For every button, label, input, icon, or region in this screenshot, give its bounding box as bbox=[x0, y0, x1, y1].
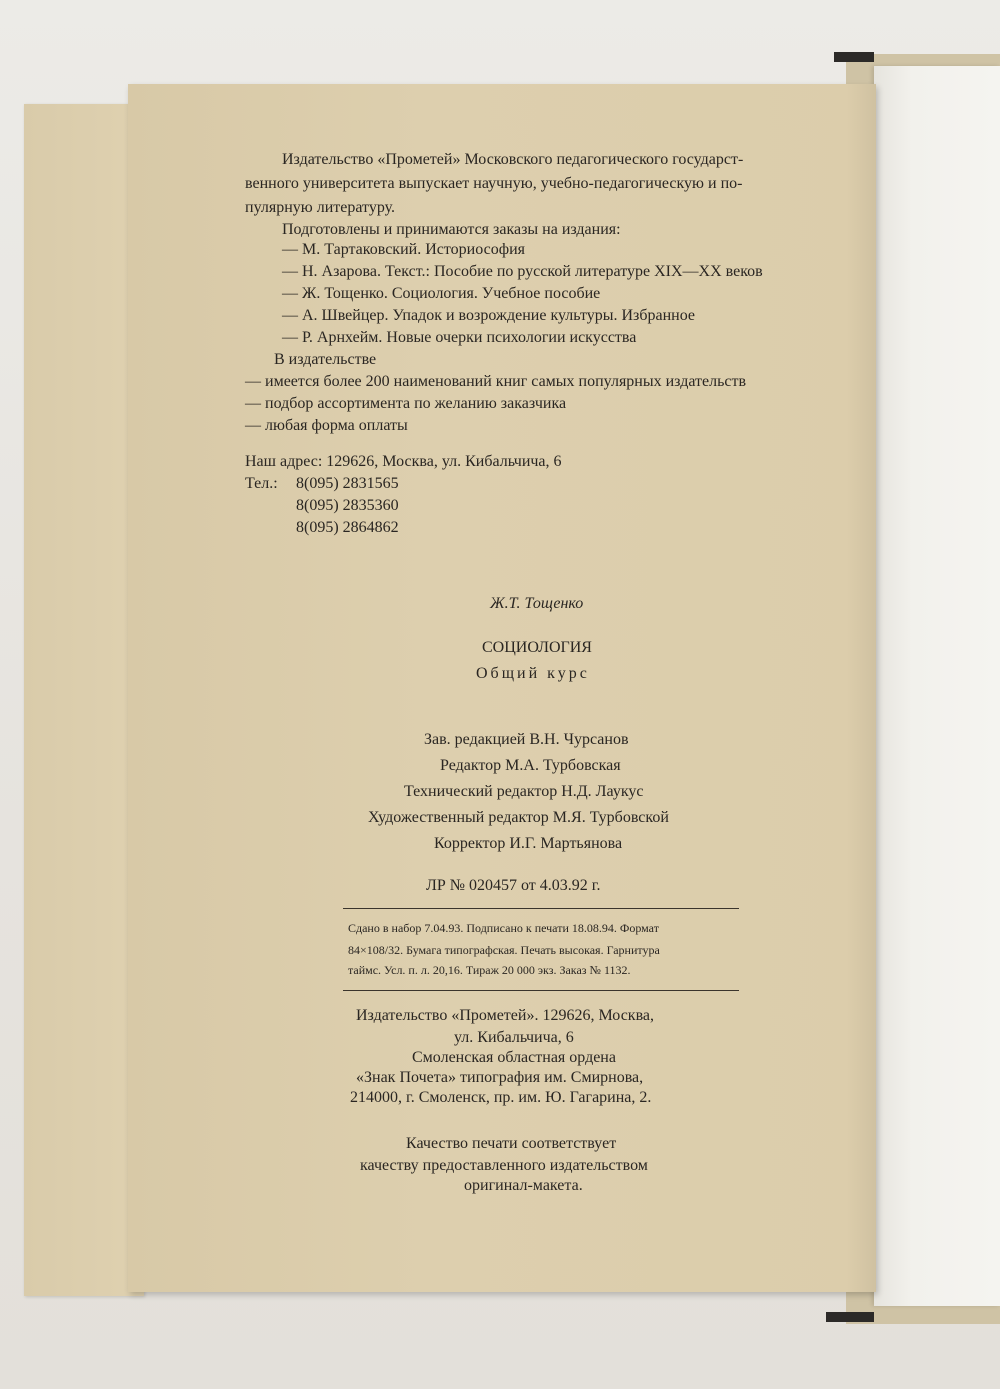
book-author: Ж.Т. Тощенко bbox=[490, 595, 584, 612]
phone-label: Тел.: bbox=[245, 475, 278, 492]
service-item: — любая форма оплаты bbox=[245, 417, 408, 434]
print-detail-line: таймс. Усл. п. л. 20,16. Тираж 20 000 экз. Заказ № 1132. bbox=[348, 963, 631, 977]
quality-note-line: оригинал-макета. bbox=[464, 1177, 583, 1194]
intro-line: пулярную литературу. bbox=[245, 199, 396, 216]
intro-line: венного университета выпускает научную, учебно-педагогическую и по- bbox=[245, 175, 743, 192]
intro-line: Издательство «Прометей» Московского педагогического государст- bbox=[282, 151, 744, 168]
order-item: — М. Тартаковский. Историософия bbox=[282, 241, 525, 258]
order-item: — А. Швейцер. Упадок и возрождение культуры. Избранное bbox=[282, 307, 696, 324]
service-item: — подбор ассортимента по желанию заказчика bbox=[245, 395, 567, 412]
spine-band-bottom bbox=[826, 1312, 874, 1322]
book-subtitle: Общий курс bbox=[476, 665, 590, 682]
phone-number: 8(095) 2831565 bbox=[296, 475, 399, 492]
credit-line: Технический редактор Н.Д. Лаукус bbox=[404, 783, 644, 800]
services-heading: В издательстве bbox=[274, 351, 377, 368]
publisher-line: Смоленская областная ордена bbox=[412, 1049, 616, 1066]
phone-number: 8(095) 2835360 bbox=[296, 497, 399, 514]
order-item: — Р. Арнхейм. Новые очерки психологии искусства bbox=[282, 329, 637, 346]
page-shade bbox=[846, 84, 876, 1292]
publisher-line: ул. Кибальчича, 6 bbox=[454, 1029, 574, 1046]
back-page bbox=[24, 104, 144, 1296]
print-detail-line: Сдано в набор 7.04.93. Подписано к печати 18.08.94. Формат bbox=[348, 921, 659, 935]
order-item: — Н. Азарова. Текст.: Пособие по русской литературе XIX—XX веков bbox=[282, 263, 763, 280]
credit-line: Редактор М.А. Турбовская bbox=[440, 757, 621, 774]
service-item: — имеется более 200 наименований книг самых популярных издательств bbox=[245, 373, 747, 390]
quality-note-line: качеству предоставленного издательством bbox=[360, 1157, 648, 1174]
order-item: — Ж. Тощенко. Социология. Учебное пособие bbox=[282, 285, 601, 302]
credit-line: Зав. редакцией В.Н. Чурсанов bbox=[424, 731, 629, 748]
publisher-line: 214000, г. Смоленск, пр. им. Ю. Гагарина, 2. bbox=[350, 1089, 652, 1106]
phone-number: 8(095) 2864862 bbox=[296, 519, 399, 536]
divider-top bbox=[343, 908, 739, 909]
publisher-address: Наш адрес: 129626, Москва, ул. Кибальчича, 6 bbox=[245, 453, 562, 470]
facing-blank-page bbox=[874, 66, 1000, 1306]
credit-line: Корректор И.Г. Мартьянова bbox=[434, 835, 623, 852]
book-title: СОЦИОЛОГИЯ bbox=[482, 639, 592, 656]
print-detail-line: 84×108/32. Бумага типографская. Печать высокая. Гарнитура bbox=[348, 943, 660, 957]
quality-note-line: Качество печати соответствует bbox=[406, 1135, 617, 1152]
spine-band-top bbox=[834, 52, 874, 62]
credit-line: Художественный редактор М.Я. Турбовской bbox=[368, 809, 669, 826]
license-number: ЛР № 020457 от 4.03.92 г. bbox=[426, 877, 601, 894]
divider-bottom bbox=[343, 990, 739, 991]
orders-heading: Подготовлены и принимаются заказы на издания: bbox=[282, 221, 621, 238]
publisher-line: Издательство «Прометей». 129626, Москва, bbox=[356, 1007, 655, 1024]
publisher-line: «Знак Почета» типография им. Смирнова, bbox=[356, 1069, 644, 1086]
imprint-page bbox=[128, 84, 876, 1292]
